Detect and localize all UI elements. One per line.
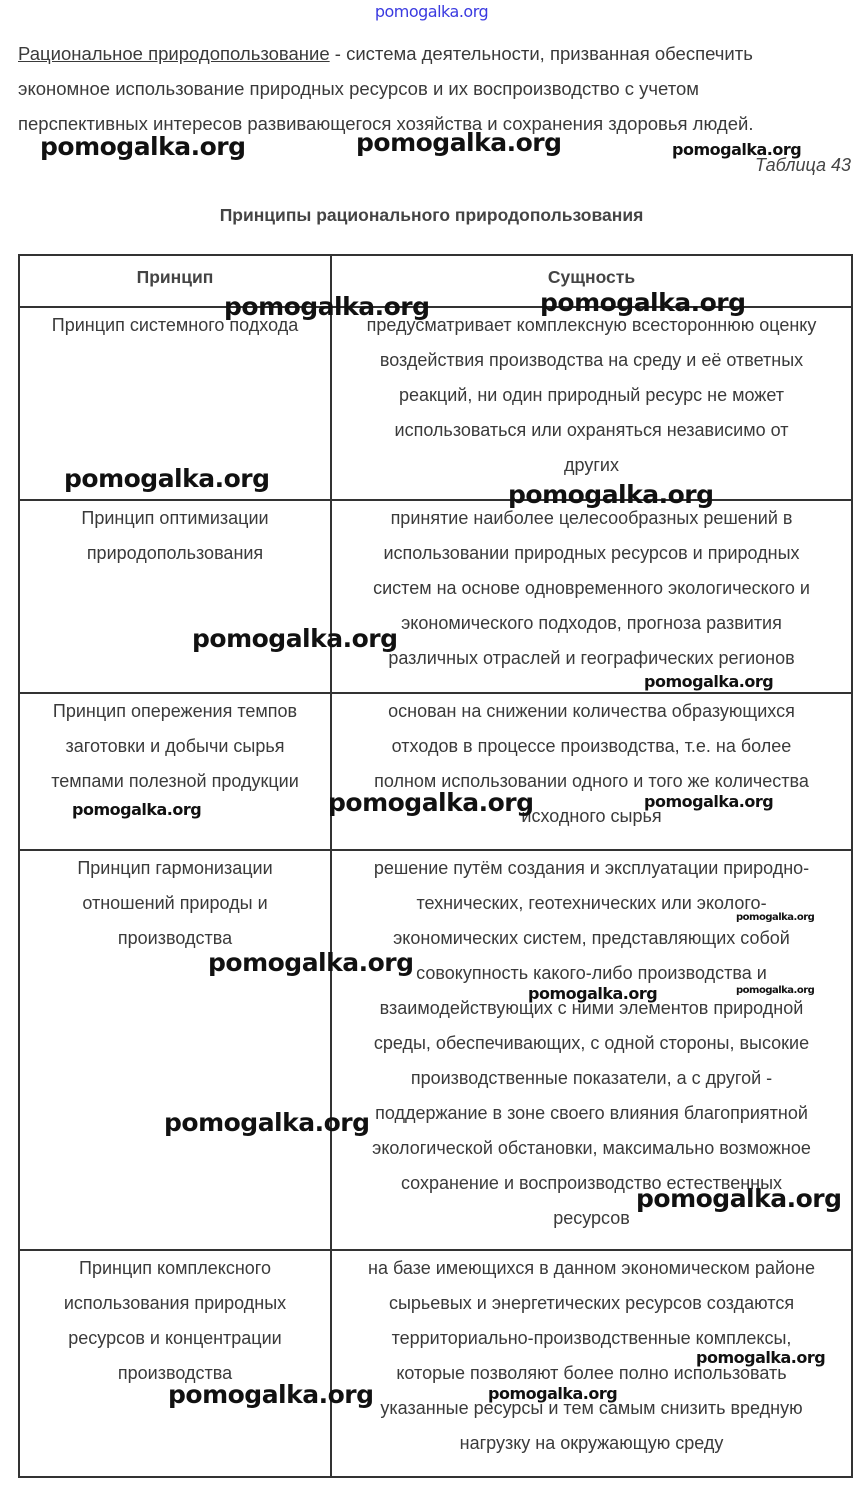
essence-line: систем на основе одновременного экологического и xyxy=(373,578,810,598)
watermark: pomogalka.org xyxy=(224,292,430,321)
essence-line: исходного сырья xyxy=(521,806,662,826)
table-row xyxy=(19,693,852,850)
essence-line: экономических систем, представляющих собой xyxy=(393,928,790,948)
watermark: pomogalka.org xyxy=(736,912,815,923)
principle-line: Принцип оптимизации xyxy=(81,508,269,528)
essence-cell xyxy=(331,693,852,850)
principle-line: использования природных xyxy=(63,1293,287,1313)
watermark: pomogalka.org xyxy=(636,1184,842,1213)
essence-cell xyxy=(331,500,852,693)
essence-line: технических, геотехнических или эколого- xyxy=(416,893,767,913)
principle-line: Принцип системного подхода xyxy=(51,315,299,335)
essence-line: предусматривает комплексную всестороннюю оценку xyxy=(366,315,817,335)
principle-line: темпами полезной продукции xyxy=(51,771,299,791)
essence-cell xyxy=(331,307,852,500)
principle-line: Принцип опережения темпов xyxy=(52,701,298,721)
header-principle: Принцип xyxy=(19,255,331,307)
watermark: pomogalka.org xyxy=(696,1348,826,1367)
watermark: pomogalka.org xyxy=(672,140,802,159)
intro-paragraph xyxy=(18,36,852,141)
principle-cell xyxy=(19,1250,331,1477)
principle-cell xyxy=(19,500,331,693)
essence-line: использовании природных ресурсов и природных xyxy=(383,543,800,563)
essence-line: поддержание в зоне своего влияния благоприятной xyxy=(375,1103,808,1123)
principle-line: отношений природы и xyxy=(82,893,268,913)
watermark: pomogalka.org xyxy=(540,288,746,317)
essence-line: которые позволяют более полно использовать xyxy=(396,1363,787,1383)
intro-line-1: - система деятельности, призванная обеспечить xyxy=(329,43,753,64)
essence-line: нагрузку на окружающую среду xyxy=(459,1433,724,1453)
essence-line: экономического подходов, прогноза развития xyxy=(401,613,782,633)
essence-line: производственные показатели, а с другой - xyxy=(410,1068,773,1088)
principles-table xyxy=(18,254,853,1478)
essence-line: сырьевых и энергетических ресурсов создаются xyxy=(388,1293,795,1313)
essence-line: экологической обстановки, максимально возможное xyxy=(372,1138,811,1158)
watermark: pomogalka.org xyxy=(328,788,534,817)
principle-line: Принцип комплексного xyxy=(79,1258,271,1278)
essence-line: территориально-производственные комплексы, xyxy=(391,1328,792,1348)
principle-line: производства xyxy=(117,928,233,948)
defined-term: Рациональное природопользование xyxy=(18,43,330,64)
principle-line: ресурсов и концентрации xyxy=(68,1328,282,1348)
principle-line: Принцип гармонизации xyxy=(77,858,273,878)
watermark: pomogalka.org xyxy=(356,128,562,157)
watermark: pomogalka.org xyxy=(508,480,714,509)
table-caption: Таблица 43 xyxy=(754,155,851,175)
table-row xyxy=(19,500,852,693)
watermark: pomogalka.org xyxy=(644,792,774,811)
essence-line: реакций, ни один природный ресурс не может xyxy=(399,385,784,405)
watermark: pomogalka.org xyxy=(644,672,774,691)
essence-line: полном использовании одного и того же количества xyxy=(374,771,809,791)
watermark: pomogalka.org xyxy=(488,1384,618,1403)
essence-line: сохранение и воспроизводство естественных xyxy=(400,1173,783,1193)
essence-line: воздействия производства на среду и её ответных xyxy=(379,350,804,370)
principle-cell xyxy=(19,850,331,1250)
intro-line-2: экономное использование природных ресурсов и их воспроизводство с учетом xyxy=(18,78,700,99)
intro-line-3: перспективных интересов развивающегося хозяйства и сохранения здоровья людей. xyxy=(18,113,754,134)
principle-line: заготовки и добычи сырья xyxy=(65,736,285,756)
principle-line: природопользования xyxy=(86,543,264,563)
top-watermark: pomogalka.org xyxy=(374,2,489,21)
essence-line: совокупность какого-либо производства и xyxy=(416,963,767,983)
essence-line: ресурсов xyxy=(553,1208,630,1228)
essence-line: отходов в процессе производства, т.е. на более xyxy=(391,736,792,756)
principle-line: производства xyxy=(117,1363,233,1383)
watermark: pomogalka.org xyxy=(168,1380,374,1409)
watermark: pomogalka.org xyxy=(528,984,658,1003)
watermark: pomogalka.org xyxy=(208,948,414,977)
essence-line: основан на снижении количества образующихся xyxy=(388,701,795,721)
essence-line: различных отраслей и географических регионов xyxy=(388,648,795,668)
essence-line: среды, обеспечивающих, с одной стороны, высокие xyxy=(373,1033,810,1053)
table-title: Принципы рационального природопользования xyxy=(219,205,644,225)
essence-line: других xyxy=(564,455,619,475)
header-essence: Сущность xyxy=(331,255,852,307)
watermark: pomogalka.org xyxy=(192,624,398,653)
watermark: pomogalka.org xyxy=(736,985,815,996)
essence-line: решение путём создания и эксплуатации природно- xyxy=(373,858,810,878)
essence-line: использоваться или охраняться независимо от xyxy=(394,420,789,440)
essence-line: указанные ресурсы и тем самым снизить вредную xyxy=(380,1398,803,1418)
watermark: pomogalka.org xyxy=(64,464,270,493)
essence-line: на базе имеющихся в данном экономическом районе xyxy=(368,1258,815,1278)
essence-line: взаимодействующих с ними элементов природной xyxy=(379,998,804,1018)
watermark: pomogalka.org xyxy=(72,800,202,819)
principle-cell xyxy=(19,693,331,850)
essence-line: принятие наиболее целесообразных решений в xyxy=(390,508,793,528)
watermark: pomogalka.org xyxy=(164,1108,370,1137)
watermark: pomogalka.org xyxy=(40,132,246,161)
